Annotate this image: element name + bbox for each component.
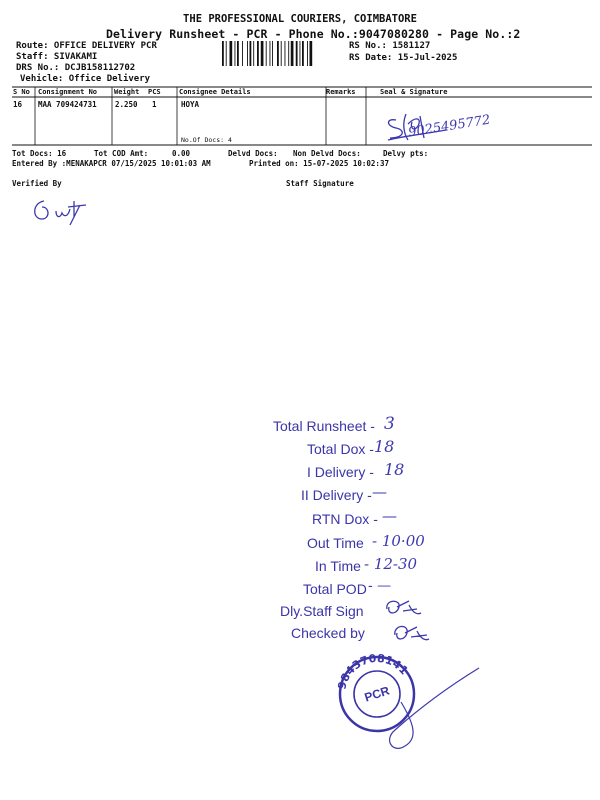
stamp-label-i-delivery: I Delivery -: [307, 464, 374, 480]
stamp-label-total-runsheet: Total Runsheet -: [273, 418, 375, 434]
col-header-consignment: Consignment No: [38, 88, 98, 96]
seal-center-text: PCR: [362, 683, 392, 705]
stamp-value-total-pod: - —: [368, 578, 392, 594]
printed-on: Printed on: 15-07-2025 10:02:37: [249, 159, 389, 168]
barcode: [222, 41, 342, 66]
staff-text: Staff: SIVAKAMI: [16, 52, 98, 62]
row-sno: 16: [13, 100, 23, 109]
row-consignment-no: MAA 709424731: [38, 100, 97, 109]
row-consignee: HOYA: [181, 100, 200, 109]
table-grid: [12, 86, 592, 146]
seal-ring-text: 9843708141: [335, 651, 411, 691]
stamp-value-total-dox: 18: [374, 437, 395, 456]
verified-by-label: Verified By: [12, 179, 62, 188]
runsheet-subtitle: Delivery Runsheet - PCR - Phone No.:9047080280 - Page No.:2: [106, 27, 521, 41]
stamp-label-total-dox: Total Dox -: [307, 441, 374, 457]
signature-phone-number: 9025495772: [407, 112, 492, 141]
col-header-consignee: Consignee Details: [179, 88, 251, 96]
col-header-remarks: Remarks: [326, 88, 356, 96]
drs-number: DRS No.: DCJB158112702: [16, 63, 136, 73]
staff-sign-mark: [383, 597, 423, 619]
checked-by-mark: [391, 621, 431, 645]
tot-docs: Tot Docs: 16: [12, 149, 67, 158]
vehicle-text: Vehicle: Office Delivery: [20, 74, 151, 84]
stamp-value-i-delivery: 18: [384, 460, 405, 479]
delvy-pts: Delvy pts:: [383, 149, 429, 158]
stamp-value-ii-delivery: —: [372, 483, 387, 501]
row-no-of-docs: No.Of Docs: 4: [181, 136, 232, 144]
non-delvd-docs: Non Delvd Docs:: [293, 149, 361, 158]
stamp-label-checked-by: Checked by: [291, 625, 365, 641]
seal-signature-stroke: [390, 668, 479, 748]
stamp-value-rtn-dox: —: [382, 507, 397, 525]
pcr-seal: [333, 650, 493, 760]
stamp-label-in-time: In Time: [315, 558, 361, 574]
rs-number: RS No.: 1581127: [349, 41, 431, 51]
stamp-label-dly-staff-sign: Dly.Staff Sign: [280, 603, 364, 619]
stamp-value-in-time: - 12-30: [364, 555, 418, 573]
col-header-sno: S No: [13, 88, 30, 96]
stamp-value-total-runsheet: 3: [384, 414, 395, 434]
row-weight: 2.250: [115, 100, 138, 109]
staff-signature-label: Staff Signature: [286, 179, 354, 188]
delvd-docs: Delvd Docs:: [228, 149, 278, 158]
tot-cod-amount: 0.00: [172, 149, 191, 158]
company-title: THE PROFESSIONAL COURIERS, COIMBATORE: [183, 13, 417, 25]
col-header-signature: Seal & Signature: [380, 88, 448, 96]
stamp-label-total-pod: Total POD: [303, 581, 367, 597]
stamp-label-rtn-dox: RTN Dox -: [312, 511, 378, 527]
verifier-initials: [30, 195, 90, 227]
stamp-label-ii-delivery: II Delivery -: [301, 487, 372, 503]
tot-cod-label: Tot COD Amt:: [94, 149, 149, 158]
col-header-weight: Weight: [114, 88, 140, 96]
stamp-value-out-time: - 10·00: [372, 532, 425, 550]
stamp-label-out-time: Out Time: [307, 535, 364, 551]
rs-date: RS Date: 15-Jul-2025: [349, 53, 458, 63]
entered-by: Entered By :MENAKAPCR 07/15/2025 10:01:03 AM: [12, 159, 211, 168]
runsheet-table: [12, 86, 592, 146]
row-pcs: 1: [152, 100, 157, 109]
route-text: Route: OFFICE DELIVERY PCR: [16, 41, 157, 51]
col-header-pcs: PCS: [148, 88, 161, 96]
